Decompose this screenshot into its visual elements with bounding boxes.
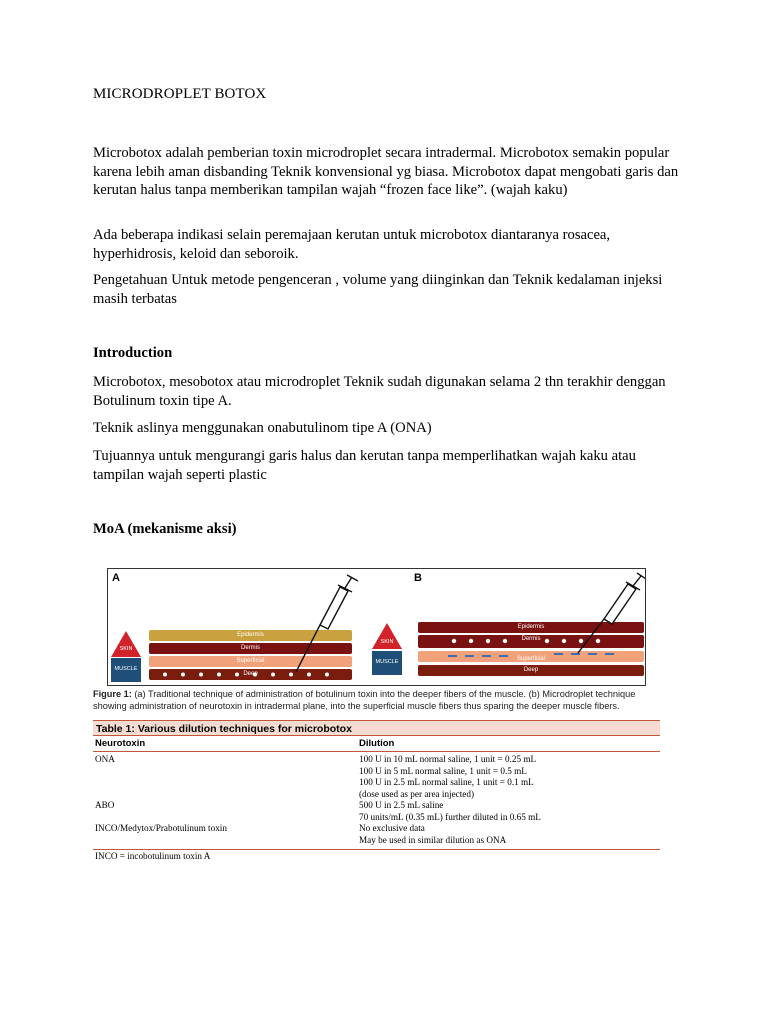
cell-dilution (359, 823, 660, 846)
table-footnote: INCO = incobotulinum toxin A (95, 851, 211, 861)
table-header-row (93, 735, 660, 752)
heading-introduction: Introduction (93, 345, 173, 361)
cell-dilution (359, 800, 660, 823)
figure-injection-technique (107, 568, 646, 686)
dilution-line: 100 U in 2.5 mL normal saline, 1 unit = 0.1 mL (359, 777, 534, 787)
label-epidermis-b: Epidermis (517, 624, 545, 630)
table-row (93, 754, 660, 800)
paragraph-purpose: Tujuannya untuk mengurangi garis halus dan kerutan tanpa memperlihatkan wajah kaku atau tampilan wajah seperti plastic (93, 448, 636, 483)
label-muscle-b: MUSCLE (375, 659, 399, 665)
cell-neurotoxin: ABO (95, 800, 115, 810)
paragraph-knowledge-limits: Pengetahuan Untuk metode pengenceran , volume yang diinginkan dan Teknik kedalaman injeksi masih terbatas (93, 272, 663, 307)
label-skin-a: SKIN (119, 646, 133, 652)
cell-neurotoxin: ONA (95, 754, 115, 764)
dilution-table (93, 720, 660, 862)
skin-triangle-icon (111, 631, 141, 657)
skin-triangle-icon-b (372, 623, 402, 649)
paragraph-original-technique: Teknik aslinya menggunakan onabutulinom tipe A (ONA) (93, 420, 432, 436)
cell-neurotoxin: INCO/Medytox/Prabotulinum toxin (95, 823, 227, 833)
label-muscle-a: MUSCLE (114, 666, 138, 672)
cell-dilution (359, 754, 660, 800)
label-deep-b: Deep (523, 667, 539, 673)
paragraph-intro-history: Microbotox, mesobotox atau microdroplet Teknik sudah digunakan selama 2 thn terakhir denggan Botulinum toxin tipe A. (93, 374, 666, 409)
header-dilution: Dilution (359, 738, 395, 749)
dilution-line: 100 U in 5 mL normal saline, 1 unit = 0.5 mL (359, 765, 527, 776)
label-deep-a: Deep (243, 671, 258, 677)
dilution-line: May be used in similar dilution as ONA (359, 834, 507, 845)
label-superficial-a: Superficial (236, 658, 265, 664)
paragraph-microbotox-definition: Microbotox adalah pemberian toxin microdroplet secara intradermal. Microbotox semakin popular karena lebih aman disbanding Teknik konvensional yg biasa. Microbotox dapat mengobati garis dan kerutan halus tanpa memberikan tampilan wajah “frozen face like”. (wajah kaku) (93, 145, 679, 198)
figure-panel-a-label: A (112, 572, 120, 584)
figure-caption (93, 688, 663, 712)
table-title: Table 1: Various dilution techniques for microbotox (93, 720, 660, 735)
dilution-line: 70 units/mL (0.35 mL) further diluted in 0.65 mL (359, 811, 541, 822)
document-title: MICRODROPLET BOTOX (93, 86, 267, 102)
label-superficial-b: Superficial (516, 656, 545, 662)
dilution-line: No exclusive data (359, 823, 425, 833)
caption-text: (a) Traditional technique of administration of botulinum toxin into the deeper fibers of the muscle. (b) Microdroplet technique showing administration of neurotoxin in intradermal plane, into the superficial muscle fibers thus sparing the deeper muscle fibers. (93, 689, 636, 711)
label-dermis-a: Dermis (241, 645, 260, 651)
caption-label: Figure 1: (93, 689, 132, 699)
paragraph-indications: Ada beberapa indikasi selain peremajaan kerutan untuk microbotox diantaranya rosacea, hyperhidrosis, keloid dan seboroik. (93, 227, 611, 262)
header-neurotoxin: Neurotoxin (95, 738, 146, 749)
heading-moa: MoA (mekanisme aksi) (93, 521, 237, 537)
table-row (93, 823, 660, 846)
dilution-line: (dose used as per area injected) (359, 788, 475, 799)
dilution-line: 500 U in 2.5 mL saline (359, 800, 444, 810)
label-epidermis-a: Epidermis (237, 632, 264, 638)
label-skin-b: SKIN (380, 639, 394, 645)
table-row (93, 800, 660, 823)
dilution-line: 100 U in 10 mL normal saline, 1 unit = 0.25 mL (359, 754, 537, 764)
label-dermis-b: Dermis (521, 636, 541, 642)
figure-panel-b-label: B (414, 572, 422, 584)
